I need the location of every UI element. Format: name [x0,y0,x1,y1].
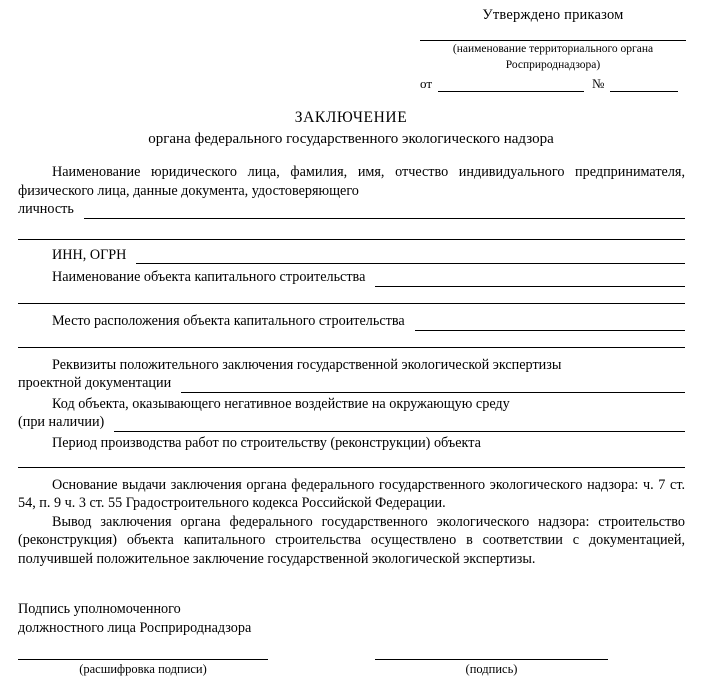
entity-name-field[interactable] [18,200,685,219]
object-code-input-rule[interactable] [114,417,685,432]
expertise-requisites-field[interactable] [18,374,685,393]
expertise-requisites-label-tail: проектной документации [18,375,172,392]
signature-block [18,600,685,677]
object-name-field[interactable] [18,268,685,287]
signature-mark-column [375,659,608,677]
expertise-requisites-input-rule[interactable] [181,378,685,393]
object-name-input-rule[interactable] [375,272,685,287]
org-caption-line-2: Росприроднадзора) [505,58,601,71]
signature-name-caption: (расшифровка подписи) [79,662,207,677]
entity-name-label-tail: личность [18,201,74,218]
basis-paragraph: Основание выдачи заключения органа федерального государственного экологического надзора: ч. 7 ст. 54, п. 9 ч. 3 ст. 55 Градостроительного кодекса Российской Федерации. [18,476,685,512]
object-name-label: Наименование объекта капитального строительства [52,269,366,286]
approval-header [420,6,686,92]
number-label: № [592,76,605,91]
signature-column-spacer [268,659,375,677]
object-location-input-rule[interactable] [415,316,685,331]
title-block [0,108,702,149]
page-title: ЗАКЛЮЧЕНИЕ [294,109,408,126]
number-input-rule[interactable] [610,78,678,92]
signatory-line-2: должностного лица Росприроднадзора [18,619,252,636]
inn-ogrn-input-rule[interactable] [136,249,685,264]
conclusion-paragraph: Вывод заключения органа федерального государственного экологического надзора: строительство (реконструкция) объекта капитального строительства осуществлено в соответствии с документацией, получившей положительное заключение государственной экологической экспертизы. [18,513,685,567]
object-code-label-tail: (при наличии) [18,414,105,431]
entity-name-label: Наименование юридического лица, фамилия, имя, отчество индивидуального предпринимателя, физического лица, данные документа, удостоверяющего [18,164,685,199]
signature-rules-row [18,659,685,677]
inn-ogrn-field[interactable] [18,246,685,265]
form-body [18,163,685,569]
object-code-label: Код объекта, оказывающего негативное воздействие на окружающую среду [52,395,510,412]
page-subtitle: органа федерального государственного экологического надзора [148,131,554,147]
inn-ogrn-label: ИНН, ОГРН [52,246,127,263]
object-location-label: Место расположения объекта капитального строительства [52,312,405,329]
date-number-row [420,76,686,92]
entity-name-input-rule[interactable] [84,204,685,219]
signatory-line-1: Подпись уполномоченного [18,601,181,617]
signature-mark-caption: (подпись) [465,662,518,677]
org-caption-line-1: (наименование территориального органа [452,43,654,55]
date-label: от [420,76,433,91]
approved-by-label: Утверждено приказом [482,7,624,23]
expertise-requisites-label: Реквизиты положительного заключения государственной экологической экспертизы [52,356,562,373]
works-period-label: Период производства работ по строительству (реконструкции) объекта [52,434,481,451]
date-input-rule[interactable] [438,78,584,92]
object-location-field[interactable] [18,312,685,331]
object-code-field[interactable] [18,413,685,432]
signature-name-column [18,659,268,677]
